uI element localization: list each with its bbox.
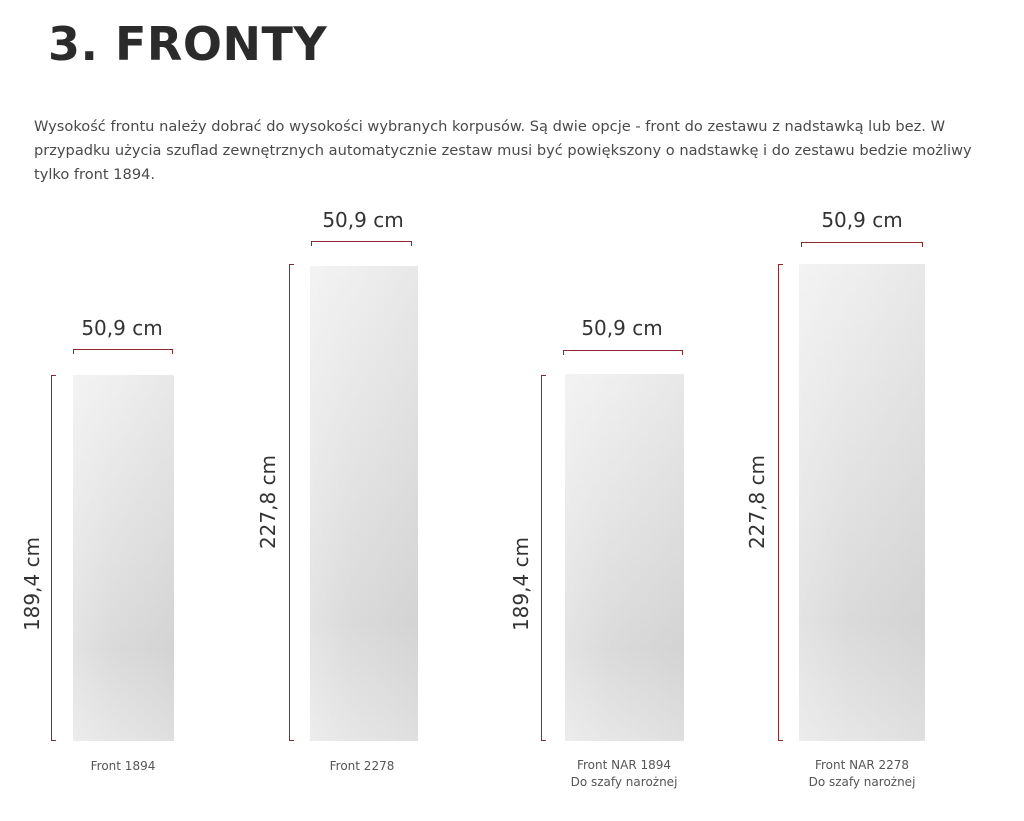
front-caption: Front NAR 1894 xyxy=(576,758,672,772)
height-dimension-line xyxy=(778,264,779,741)
front-panel xyxy=(565,374,684,741)
width-dimension-line xyxy=(73,349,173,350)
height-label: 189,4 cm xyxy=(509,536,533,632)
front-caption: Front NAR 2278 xyxy=(814,758,910,772)
front-panel xyxy=(73,375,174,741)
width-label: 50,9 cm xyxy=(821,208,903,232)
width-label: 50,9 cm xyxy=(81,316,163,340)
front-caption: Front 1894 xyxy=(90,759,156,773)
width-dimension-line xyxy=(311,241,412,242)
height-dimension-line xyxy=(51,375,52,741)
height-label: 227,8 cm xyxy=(745,454,769,550)
height-label: 227,8 cm xyxy=(256,454,280,550)
width-dimension-line xyxy=(563,350,683,351)
page-title: 3. FRONTY xyxy=(48,17,328,71)
front-caption-note: Do szafy narożnej xyxy=(570,775,678,789)
front-caption-note: Do szafy narożnej xyxy=(808,775,916,789)
height-label: 189,4 cm xyxy=(20,536,44,632)
front-panel xyxy=(799,264,925,741)
front-panel xyxy=(310,266,418,741)
width-dimension-line xyxy=(801,242,923,243)
height-dimension-line xyxy=(541,375,542,741)
intro-paragraph: Wysokość frontu należy dobrać do wysokości wybranych korpusów. Są dwie opcje - front do zestawu z nadstawką lub bez. W przypadku użycia szuflad zewnętrznych automatycznie zestaw musi być powiększony o nadstawkę i do zestawu bedzie możliwy tylko front 1894. xyxy=(34,118,972,183)
width-label: 50,9 cm xyxy=(581,316,663,340)
width-label: 50,9 cm xyxy=(322,208,404,232)
height-dimension-line xyxy=(289,264,290,741)
front-caption: Front 2278 xyxy=(329,759,395,773)
